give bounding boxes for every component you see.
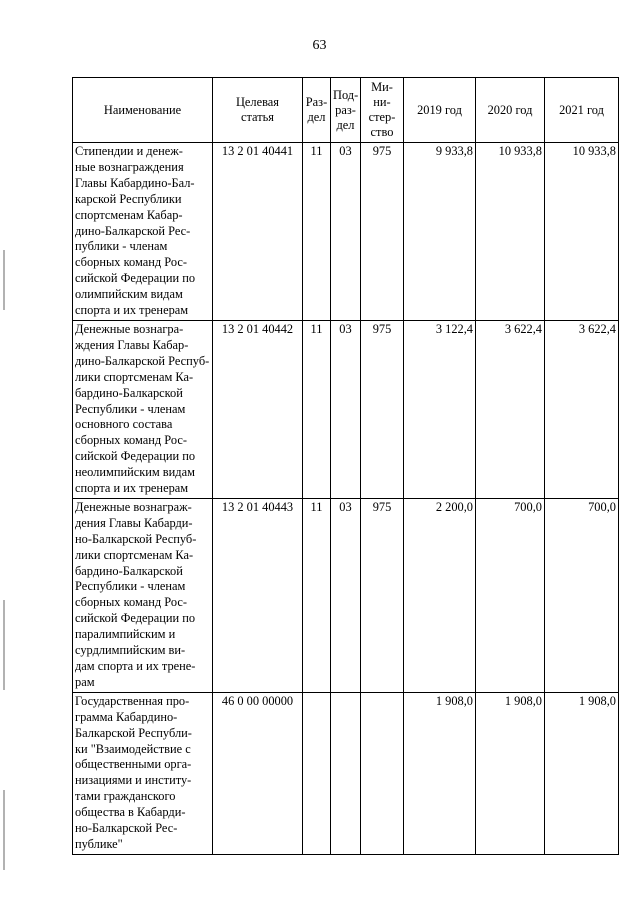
cell-target-article: 13 2 01 40442 <box>213 320 303 498</box>
cell-2020: 700,0 <box>476 498 545 692</box>
cell-ministry: 975 <box>361 143 404 321</box>
header-2021: 2021 год <box>545 78 619 143</box>
cell-2021: 1 908,0 <box>545 692 619 854</box>
cell-ministry: 975 <box>361 320 404 498</box>
cell-subsection: 03 <box>331 498 361 692</box>
text-line: дино-Балкарской Респуб- <box>75 353 210 368</box>
text-line: лики спортсменам Ка- <box>75 369 194 384</box>
text-line: публики - членам <box>75 239 168 254</box>
text-line: сборных команд Рос- <box>75 595 187 610</box>
cell-ministry <box>361 692 404 854</box>
table-body <box>73 143 619 855</box>
text-line: общественными орга- <box>75 757 192 772</box>
text-line: низациями и институ- <box>75 773 192 788</box>
text-line: сийской Федерации по <box>75 611 196 626</box>
text-line: бардино-Балкарской <box>75 563 183 578</box>
text-line: но-Балкарской Рес- <box>75 821 178 836</box>
cell-2021: 10 933,8 <box>545 143 619 321</box>
text-line: Целевая <box>235 95 280 109</box>
text-line: дения Главы Кабарди- <box>75 515 193 530</box>
header-subsection <box>331 78 361 143</box>
text-line: но-Балкарской Респуб- <box>75 531 197 546</box>
text-line: ные вознаграждения <box>75 159 184 174</box>
text-line: Под- <box>333 87 359 102</box>
text-line: сборных команд Рос- <box>75 433 187 448</box>
text-line: паралимпийским и <box>75 627 176 642</box>
text-line: общества в Кабарди- <box>75 805 186 820</box>
cell-section: 11 <box>303 320 331 498</box>
cell-2019: 2 200,0 <box>404 498 476 692</box>
text-line: стер- <box>368 110 396 124</box>
text-line: рам <box>75 674 95 689</box>
table-row <box>73 692 619 854</box>
text-line: дам спорта и их трене- <box>75 659 196 673</box>
text-line: Республики - членам <box>75 579 186 594</box>
cell-2021: 3 622,4 <box>545 320 619 498</box>
text-line: публике" <box>75 836 123 851</box>
page-number: 63 <box>312 38 327 53</box>
scan-edge-mark <box>3 250 5 310</box>
text-line: грамма Кабардино- <box>75 709 178 724</box>
text-line: Главы Кабардино-Бал- <box>75 175 195 190</box>
scan-edge-mark <box>3 790 5 870</box>
text-line: раз- <box>335 102 356 117</box>
text-line: дел <box>307 110 326 124</box>
cell-2020: 10 933,8 <box>476 143 545 321</box>
cell-target-article: 46 0 00 00000 <box>213 692 303 854</box>
text-line: карской Республики <box>75 191 182 206</box>
cell-section: 11 <box>303 498 331 692</box>
text-line: Балкарской Республи- <box>75 725 192 740</box>
cell-2020: 1 908,0 <box>476 692 545 854</box>
cell-2021: 700,0 <box>545 498 619 692</box>
header-ministry <box>361 78 404 143</box>
cell-2020: 3 622,4 <box>476 320 545 498</box>
cell-section <box>303 692 331 854</box>
text-line: основного состава <box>75 417 173 432</box>
cell-subsection: 03 <box>331 320 361 498</box>
header-section <box>303 78 331 143</box>
text-line: тами гражданского <box>75 789 176 804</box>
cell-name <box>73 143 213 321</box>
text-line: неолимпийским видам <box>75 465 195 480</box>
text-line: Раз- <box>305 95 328 109</box>
text-line: Государственная про- <box>75 693 190 708</box>
cell-subsection <box>331 692 361 854</box>
table-header-row <box>73 78 619 143</box>
cell-section: 11 <box>303 143 331 321</box>
text-line: ждения Главы Кабар- <box>75 337 189 352</box>
text-line: лики спортсменам Ка- <box>75 547 194 562</box>
text-line: статья <box>240 110 274 124</box>
cell-name <box>73 320 213 498</box>
text-line: дино-Балкарской Рес- <box>75 223 191 238</box>
header-2020: 2020 год <box>476 78 545 143</box>
text-line: спортсменам Кабар- <box>75 207 183 222</box>
table-row <box>73 498 619 692</box>
cell-subsection: 03 <box>331 143 361 321</box>
text-line: Денежные вознагра- <box>75 321 184 336</box>
text-line: Республики - членам <box>75 401 186 416</box>
table-row <box>73 320 619 498</box>
text-line: ни- <box>373 95 391 109</box>
header-target-article <box>213 78 303 143</box>
text-line: ство <box>370 125 394 139</box>
budget-table <box>72 77 619 855</box>
text-line: сийской Федерации по <box>75 271 196 286</box>
text-line: спорта и их тренерам <box>75 481 189 496</box>
cell-2019: 1 908,0 <box>404 692 476 854</box>
cell-target-article: 13 2 01 40441 <box>213 143 303 321</box>
cell-2019: 9 933,8 <box>404 143 476 321</box>
text-line: бардино-Балкарской <box>75 385 183 400</box>
header-name: Наименование <box>73 78 213 143</box>
text-line: Стипендии и денеж- <box>75 144 183 158</box>
text-line: ки "Взаимодействие с <box>75 741 191 756</box>
text-line: сборных команд Рос- <box>75 255 187 270</box>
table-row <box>73 143 619 321</box>
text-line: сийской Федерации по <box>75 449 196 464</box>
cell-ministry: 975 <box>361 498 404 692</box>
text-line: олимпийским видам <box>75 287 183 302</box>
header-2019: 2019 год <box>404 78 476 143</box>
scan-edge-mark <box>3 600 5 690</box>
cell-target-article: 13 2 01 40443 <box>213 498 303 692</box>
text-line: Ми- <box>371 80 393 94</box>
text-line: сурдлимпийским ви- <box>75 643 186 658</box>
cell-2019: 3 122,4 <box>404 320 476 498</box>
cell-name <box>73 692 213 854</box>
text-line: спорта и их тренерам <box>75 303 189 318</box>
text-line: Денежные вознаграж- <box>75 499 192 514</box>
text-line: дел <box>336 117 355 132</box>
cell-name <box>73 498 213 692</box>
